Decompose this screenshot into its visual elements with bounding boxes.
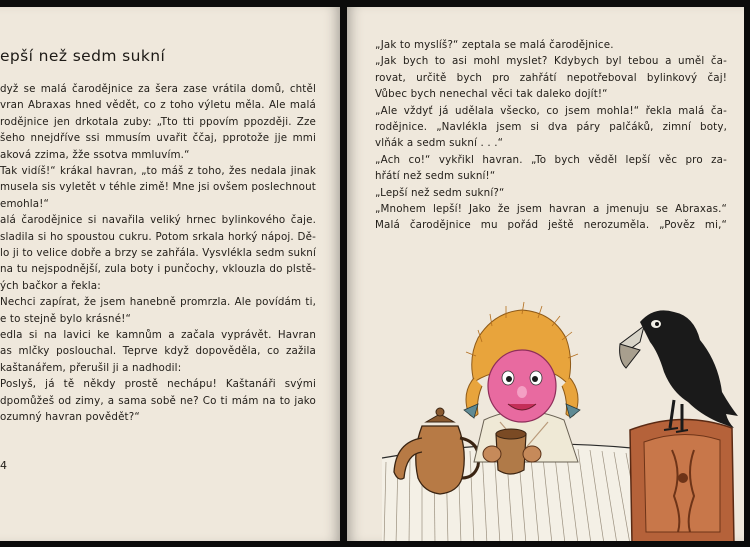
text-line: „Ach co!“ vykřikl havran. „To bych věděl lepší věc pro za- xyxy=(375,153,727,166)
page-number: 4 xyxy=(0,459,7,472)
text-line: dpomůžeš od zimy, a sama sobě ne? Co ti mám na to jako xyxy=(0,394,316,407)
text-line: ých bačkor a řekla: xyxy=(0,279,101,292)
witch-and-raven-illustration xyxy=(382,282,744,541)
text-line: Poslyš, já tě někdy prostě nechápu! Kaštanáři svými xyxy=(0,378,316,391)
left-page-text xyxy=(0,81,316,425)
text-line: edla si na lavici ke kamnům a začala vyprávět. Havran xyxy=(0,328,316,341)
text-line: vlňák a sedm sukní . . .“ xyxy=(375,137,504,150)
text-line: aková zzima, žže ssotva mmluvím.“ xyxy=(0,148,190,161)
text-line: lo ji to velice dobře a brzy se zahřála. Vysvlékla sedm sukní xyxy=(0,246,316,259)
text-line: vran Abraxas hned vědět, co z toho výletu měla. Ale malá xyxy=(0,99,316,112)
text-line: „Lepší než sedm sukní?“ xyxy=(375,186,505,199)
text-line: Tak vidíš!“ krákal havran, „to máš z toho, žes nedala jinak xyxy=(0,164,316,177)
text-line: alá čarodějnice si navařila veliký hrnec bylinkového čaje. xyxy=(0,214,316,227)
chair xyxy=(630,419,734,541)
text-line: e to stejně bylo krásné!“ xyxy=(0,312,131,325)
right-page xyxy=(347,7,744,541)
text-line: „Jak bych to asi mohl myslet? Kdybych byl tebou a uměl ča- xyxy=(375,55,727,68)
text-line: as mlčky poslouchal. Teprve když dopověděla, co zažila xyxy=(0,345,316,358)
text-line: musela sis vyletět v téhle zimě! Mne jsi ovšem poslechnout xyxy=(0,181,316,194)
text-line: dyž se malá čarodějnice za šera zase vrátila domů, chtěl xyxy=(0,83,316,95)
text-line: Malá čarodějnice mu pořád ještě nerozuměla. „Pověz mi,“ xyxy=(375,219,727,232)
text-line: na tu nejspodnější, zula boty i punčochy, vklouzla do plstě- xyxy=(0,263,316,276)
text-line: rovat, určitě bych pro zahřátí nepotřeboval bylinkový čaj! xyxy=(375,71,727,84)
text-line: hřátí než sedm sukní!“ xyxy=(375,170,496,183)
text-line: Vůbec bych nenechal věci tak daleko dojít!“ xyxy=(375,88,608,101)
text-line: Nechci zapírat, že jsem hanebně promrzla. Ale povídám ti, xyxy=(0,296,316,309)
right-page-text xyxy=(375,37,727,234)
text-line: emohla!“ xyxy=(0,197,50,210)
text-line: kaštanářem, přerušil ji a nadhodil: xyxy=(0,361,182,374)
text-line: ozumný havran povědět?“ xyxy=(0,410,140,423)
text-line: rodějnice. „Navlékla jsem si dva páry palčáků, zimní boty, xyxy=(375,120,727,133)
text-line: šeho nnejdříve ssi mmusím uvařit ččaj, pprotože jje mmi xyxy=(0,132,316,145)
left-page xyxy=(0,7,340,541)
raven xyxy=(620,310,738,432)
text-line: „Ale vždyť já udělala všecko, co jsem mohla!“ řekla malá ča- xyxy=(375,104,727,117)
text-line: sladila si ho spoustou cukru. Potom srkala horký nápoj. Dě- xyxy=(0,230,316,243)
text-line: „Mnohem lepší! Jako že jsem havran a jmenuju se Abraxas.“ xyxy=(375,202,727,215)
text-line: „Jak to myslíš?“ zeptala se malá čarodějnice. xyxy=(375,39,614,51)
chapter-title: epší než sedm sukní xyxy=(0,47,166,65)
text-line: rodějnice jen drkotala zuby: „Tto tti ppovím ppozději. Zze xyxy=(0,115,316,128)
